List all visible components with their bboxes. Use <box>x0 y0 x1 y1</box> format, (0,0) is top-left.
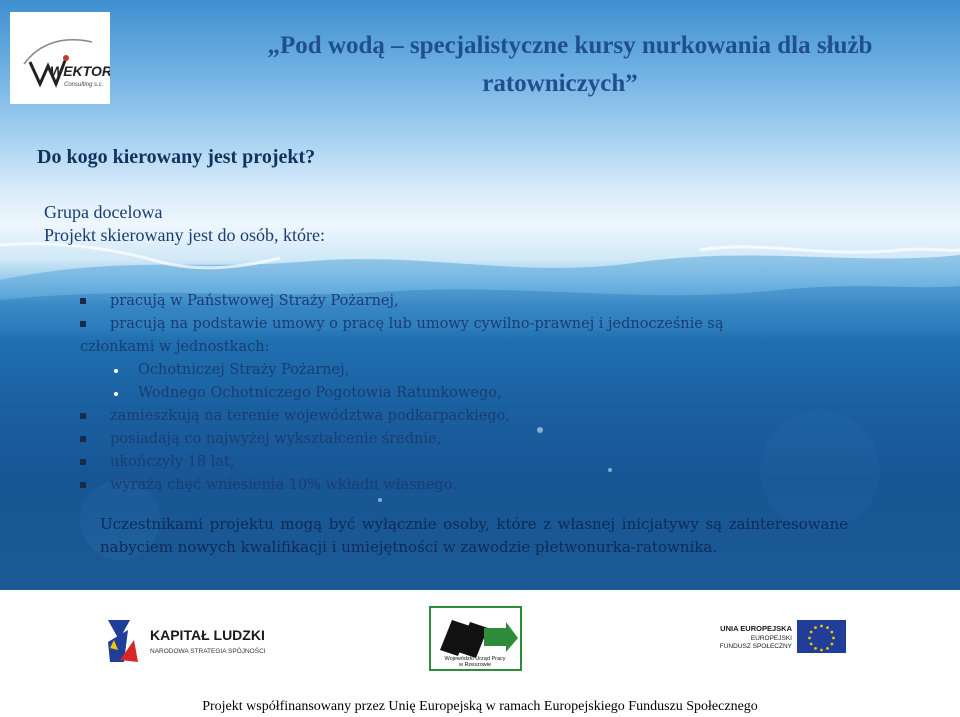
target-group-intro: Projekt skierowany jest do osób, które: <box>44 225 325 245</box>
summary-text: Uczestnikami projektu mogą być wyłącznie osoby, które z własnej inicjatywy są zainteresowane nabyciem nowych kwalifikacji i umiejętności w zawodzie płetwonurka-ratownika. <box>100 515 848 556</box>
wup-line2: w Rzeszowie <box>458 662 492 668</box>
list-item: wyrażą chęć wniesienia 10% wkładu własnego. <box>80 474 880 497</box>
round-bullet-icon <box>114 392 118 396</box>
list-item: pracują w Państwowej Straży Pożarnej, <box>80 290 880 313</box>
kapital-ludzki-logo <box>108 620 266 662</box>
round-bullet-icon <box>114 369 118 373</box>
square-bullet-icon <box>80 298 86 304</box>
funding-statement: Projekt współfinansowany przez Unię Europejską w ramach Europejskiego Funduszu Społecznego <box>202 699 758 714</box>
list-item: pracują na podstawie umowy o pracę lub umowy cywilno-prawnej i jednocześnie są <box>80 313 880 336</box>
kl-line1: KAPITAŁ LUDZKI <box>150 627 265 643</box>
criteria-list <box>80 290 880 497</box>
wup-line1: Wojewódzki Urząd Pracy <box>444 656 506 662</box>
footer <box>0 590 960 717</box>
wup-rzeszow-logo <box>430 607 521 670</box>
list-item: zamieszkują na terenie województwa podkarpackiego, <box>80 405 880 428</box>
square-bullet-icon <box>80 459 86 465</box>
square-bullet-icon <box>80 321 86 327</box>
list-item: posiadają co najwyżej wykształcenie średnie, <box>80 428 880 451</box>
eu-line1: UNIA EUROPEJSKA <box>720 624 792 633</box>
eu-efs-logo <box>720 620 846 653</box>
page-title-line2: ratowniczych” <box>482 70 638 97</box>
kl-line2: NARODOWA STRATEGIA SPÓJNOŚCI <box>150 648 266 655</box>
list-subitem: Wodnego Ochotniczego Pogotowia Ratunkowego, <box>80 382 880 405</box>
square-bullet-icon <box>80 436 86 442</box>
target-group <box>44 201 325 247</box>
list-item: ukończyły 18 lat, <box>80 451 880 474</box>
logo-name: WEKTOR <box>50 63 110 79</box>
eu-line3: FUNDUSZ SPOŁECZNY <box>719 643 792 650</box>
logo-sub: Consulting s.c. <box>64 82 104 88</box>
eu-line2: EUROPEJSKI <box>750 635 792 642</box>
target-group-label: Grupa docelowa <box>44 202 163 222</box>
list-item-continuation: członkami w jednostkach: <box>80 339 270 355</box>
section-heading: Do kogo kierowany jest projekt? <box>37 146 316 168</box>
list-subitem: Ochotniczej Straży Pożarnej, <box>80 359 880 382</box>
square-bullet-icon <box>80 413 86 419</box>
square-bullet-icon <box>80 482 86 488</box>
page-title-line1: „Pod wodą – specjalistyczne kursy nurkowania dla służb <box>267 32 873 59</box>
wektor-logo <box>10 12 110 104</box>
